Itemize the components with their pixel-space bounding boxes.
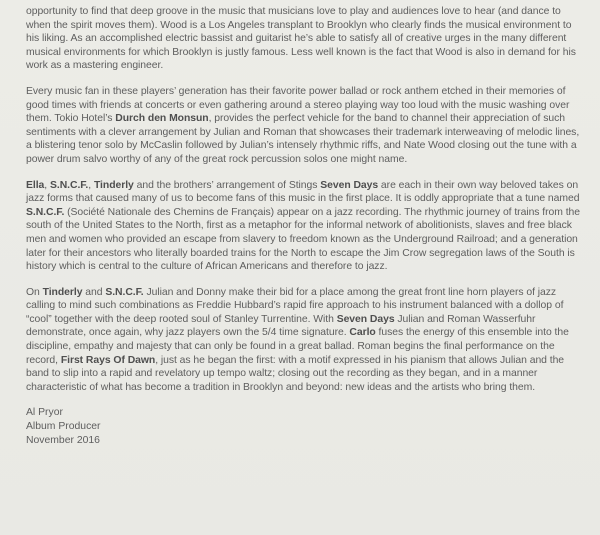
song-title: Carlo (349, 327, 376, 339)
text-segment: and (82, 286, 106, 298)
text-segment: , (88, 179, 94, 191)
body-paragraph (26, 5, 586, 73)
song-title: S.N.C.F. (49, 179, 89, 191)
text-segment: Julian and Donny make their bid for a place among the great front line horn players of jazz calling to mind such combinations as Freddie Hubbard’s rapid fire approach to his instrument balanced with a dollop of “cool” together with the deep rooted soul of Stanley Turrentine. With (26, 286, 564, 325)
text-segment: opportunity to find that deep groove in the music that musicians love to play and audiences love to hear (and dance to when the spirit moves them). Wood is a Los Angeles transplant to Brooklyn who clearly finds the musical environment to his liking. As an accomplished electric bassist and guitarist he’s able to satisfy all of creative urges in the many different musical environments for which Brooklyn is justly famous. Less well known is the fact that Wood is also in demand for his work as a mastering engineer. (26, 6, 576, 72)
text-segment: On (26, 286, 43, 298)
song-title: First Rays Of Dawn (60, 354, 156, 366)
song-title: Tinderly (42, 286, 83, 298)
body-paragraph (26, 179, 586, 274)
song-title: S.N.C.F. (105, 286, 144, 298)
signature-date: November 2016 (26, 434, 100, 446)
song-title: Ella (26, 179, 45, 191)
text-segment: (Société Nationale des Chemins de Français) appear on a jazz recording. The rhythmic journey of trains from the south of the United States to the North, first as a metaphor for the informal network of abolitionists, slaves and free black men and women who provided an escape from slavery to freedom known as the Underground Railroad; and a generation later for their ancestors who literally boarded trains for the North to escape the Jim Crow segregation laws of the South is history which is central to the culture of African Americans and therefore to jazz. (26, 206, 581, 273)
signature-block (26, 406, 586, 447)
text-segment: are each in their own way beloved takes on jazz forms that caused many of us to become fans of this music in the first place. It is oddly appropriate that a tune named (26, 179, 580, 205)
text-segment: , provides the perfect vehicle for the band to channel their appreciation of such sentiments with a clever arrangement by Julian and Roman that showcases their trademark interweaving of melodic lines, a blistering tenor solo by McCaslin followed by Julian’s intensely rhythmic riffs, and Nate Wood closing out the tune with a power drum salvo worthy of any of the great rock percussion solos one might name. (26, 113, 580, 165)
song-title: S.N.C.F. (26, 206, 65, 218)
text-segment: , just as he began the first: with a motif expressed in his pianism that allows Julian and the band to slip into a rapid and revelatory up tempo waltz; closing out the recording as they began, and in a manner characteristic of what has become a tradition in Brooklyn and beyond: new ideas and the artists who bring them. (26, 354, 565, 393)
text-segment: , (44, 179, 50, 191)
song-title: Seven Days (336, 313, 395, 325)
author-name: Al Pryor (26, 407, 63, 419)
song-title: Tinderly (93, 179, 134, 191)
liner-notes-body (26, 5, 586, 394)
text-segment: and the brothers’ arrangement of Stings (133, 179, 321, 191)
song-title: Durch den Monsun (115, 113, 209, 125)
song-title: Seven Days (320, 179, 379, 191)
text-segment: fuses the energy of this ensemble into the discipline, empathy and majesty that can only be found in a great ballad. Roman begins the final performance on the record, (26, 327, 569, 366)
text-segment: Every music fan in these players’ generation has their favorite power ballad or rock anthem etched in their memories of good times with friends at concerts or even gathering around a stereo playing way too loud with the music washing over them. Tokio Hotel’s (26, 85, 570, 125)
author-role: Album Producer (26, 421, 101, 433)
text-segment: Julian and Roman Wasserfuhr demonstrate, once again, why jazz players own the 5/4 time signature. (26, 313, 536, 339)
body-paragraph (26, 85, 586, 167)
body-paragraph (26, 286, 586, 395)
